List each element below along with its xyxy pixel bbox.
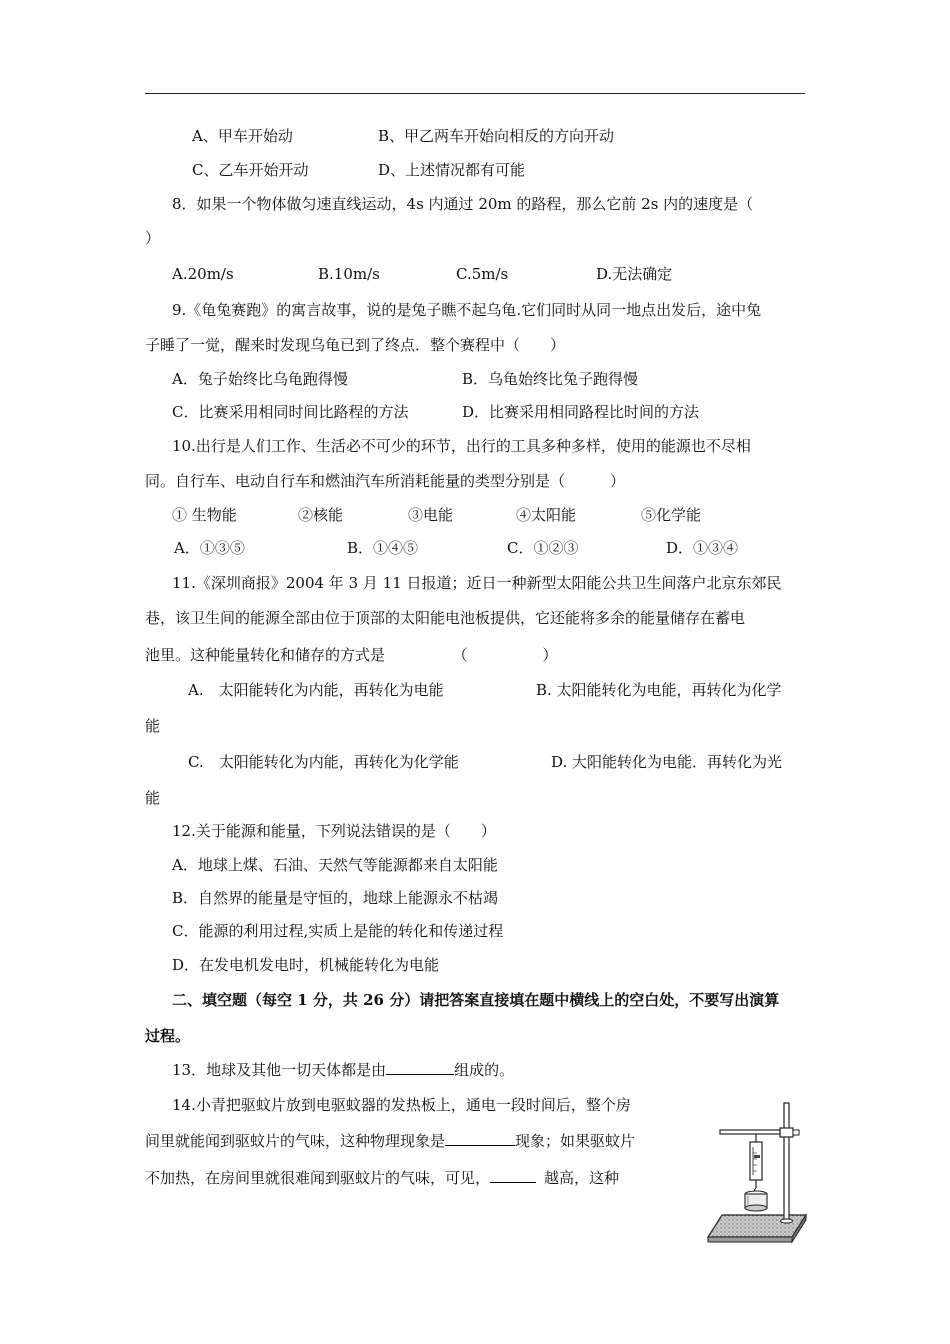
answer-blank[interactable] [490, 1168, 536, 1183]
q9-stem-cont: 子睡了一觉，醒来时发现乌龟已到了终点．整个赛程中（ ） [145, 336, 566, 354]
q10-stem: 10.出行是人们工作、生活必不可少的环节，出行的工具多种多样，使用的能源也不尽相 [172, 437, 751, 455]
q11-option-c: C. 太阳能转化为内能，再转化为化学能 [188, 753, 459, 771]
section-heading-cont: 过程。 [145, 1027, 191, 1045]
q14-line3 [145, 1168, 619, 1188]
q9-option-a: A．兔子始终比乌龟跑得慢 [172, 370, 348, 388]
q12-option-c: C．能源的利用过程,实质上是能的转化和传递过程 [172, 922, 504, 940]
answer-blank[interactable] [445, 1131, 515, 1146]
q10-option-b: B．①④⑤ [347, 539, 419, 557]
q10-option-d: D．①③④ [666, 539, 739, 557]
q11-option-d-cont: 能 [145, 789, 161, 807]
q14-text-after: 现象；如果驱蚊片 [515, 1132, 636, 1150]
q12-stem: 12.关于能源和能量，下列说法错误的是（ ） [172, 822, 496, 840]
q10-stem-cont: 同。自行车、电动自行车和燃油汽车所消耗能量的类型分别是（ ） [145, 472, 626, 490]
q7-option-a: A、甲车开始动 [192, 127, 293, 145]
q9-option-b: B．乌龟始终比兔子跑得慢 [462, 370, 639, 388]
section-heading: 二、填空题（每空 1 分，共 26 分）请把答案直接填在题中横线上的空白处，不要写出演算 [172, 991, 780, 1009]
q7-option-d: D、上述情况都有可能 [378, 161, 526, 179]
q11-stem-cont: 巷，该卫生间的能源全部由位于顶部的太阳能电池板提供，它还能将多余的能量储存在蓄电 [145, 609, 746, 627]
q14-stem: 14.小青把驱蚊片放到电驱蚊器的发热板上，通电一段时间后，整个房 [172, 1096, 631, 1114]
q8-stem-cont: ） [145, 229, 161, 247]
q12-option-a: A．地球上煤、石油、天然气等能源都来自太阳能 [172, 856, 498, 874]
q7-option-c: C、乙车开始开动 [192, 161, 309, 179]
q8-option-c: C.5m/s [456, 265, 509, 283]
header-rule [145, 93, 805, 94]
q14-text-before: 不加热，在房间里就很难闻到驱蚊片的气味，可见， [145, 1169, 491, 1187]
q11-stem-cont2: 池里。这种能量转化和储存的方式是 （ ） [145, 646, 558, 664]
q13-text-before: 13．地球及其他一切天体都是由 [172, 1061, 387, 1079]
q12-option-b: B．自然界的能量是守恒的，地球上能源永不枯竭 [172, 889, 499, 907]
q11-option-b: B. 太阳能转化为电能，再转化为化学 [536, 681, 782, 699]
q10-option-c: C．①②③ [507, 539, 579, 557]
q8-stem: 8．如果一个物体做匀速直线运动，4s 内通过 20m 的路程，那么它前 2s 内的速度是（ [172, 195, 754, 213]
q7-option-b: B、甲乙两车开始向相反的方向开动 [378, 127, 615, 145]
q11-option-b-cont: 能 [145, 717, 161, 735]
q13-text-after: 组成的。 [454, 1061, 515, 1079]
q9-option-c: C．比赛采用相同时间比路程的方法 [172, 403, 409, 421]
q10-option-a: A．①③⑤ [174, 539, 245, 557]
q8-option-b: B.10m/s [318, 265, 380, 283]
q8-option-a: A.20m/s [172, 265, 234, 283]
q11-option-d: D. 大阳能转化为电能．再转化为光 [551, 753, 783, 771]
q10-item: ④太阳能 [516, 506, 577, 524]
q10-item: ③电能 [408, 506, 454, 524]
q14-text-after: 越高，这种 [544, 1169, 620, 1187]
q9-option-d: D．比赛采用相同路程比时间的方法 [462, 403, 700, 421]
q9-stem: 9.《龟兔赛跑》的寓言故事，说的是兔子瞧不起乌龟.它们同时从同一地点出发后，途中兔 [172, 301, 762, 319]
q8-option-d: D.无法确定 [596, 265, 673, 283]
q14-line2 [145, 1131, 635, 1151]
q11-option-a: A. 太阳能转化为内能，再转化为电能 [188, 681, 444, 699]
q14-text-before: 间里就能闻到驱蚊片的气味，这种物理现象是 [145, 1132, 446, 1150]
q10-item: ②核能 [298, 506, 344, 524]
q10-item: ① 生物能 [172, 506, 237, 524]
q11-stem: 11.《深圳商报》2004 年 3 月 11 日报道；近日一种新型太阳能公共卫生间落户北京东郊民 [172, 574, 782, 592]
answer-blank[interactable] [386, 1060, 454, 1075]
q10-item: ⑤化学能 [641, 506, 702, 524]
spring-scale-stand-figure [700, 1095, 810, 1245]
q13-line [172, 1060, 514, 1080]
q12-option-d: D．在发电机发电时，机械能转化为电能 [172, 956, 440, 974]
